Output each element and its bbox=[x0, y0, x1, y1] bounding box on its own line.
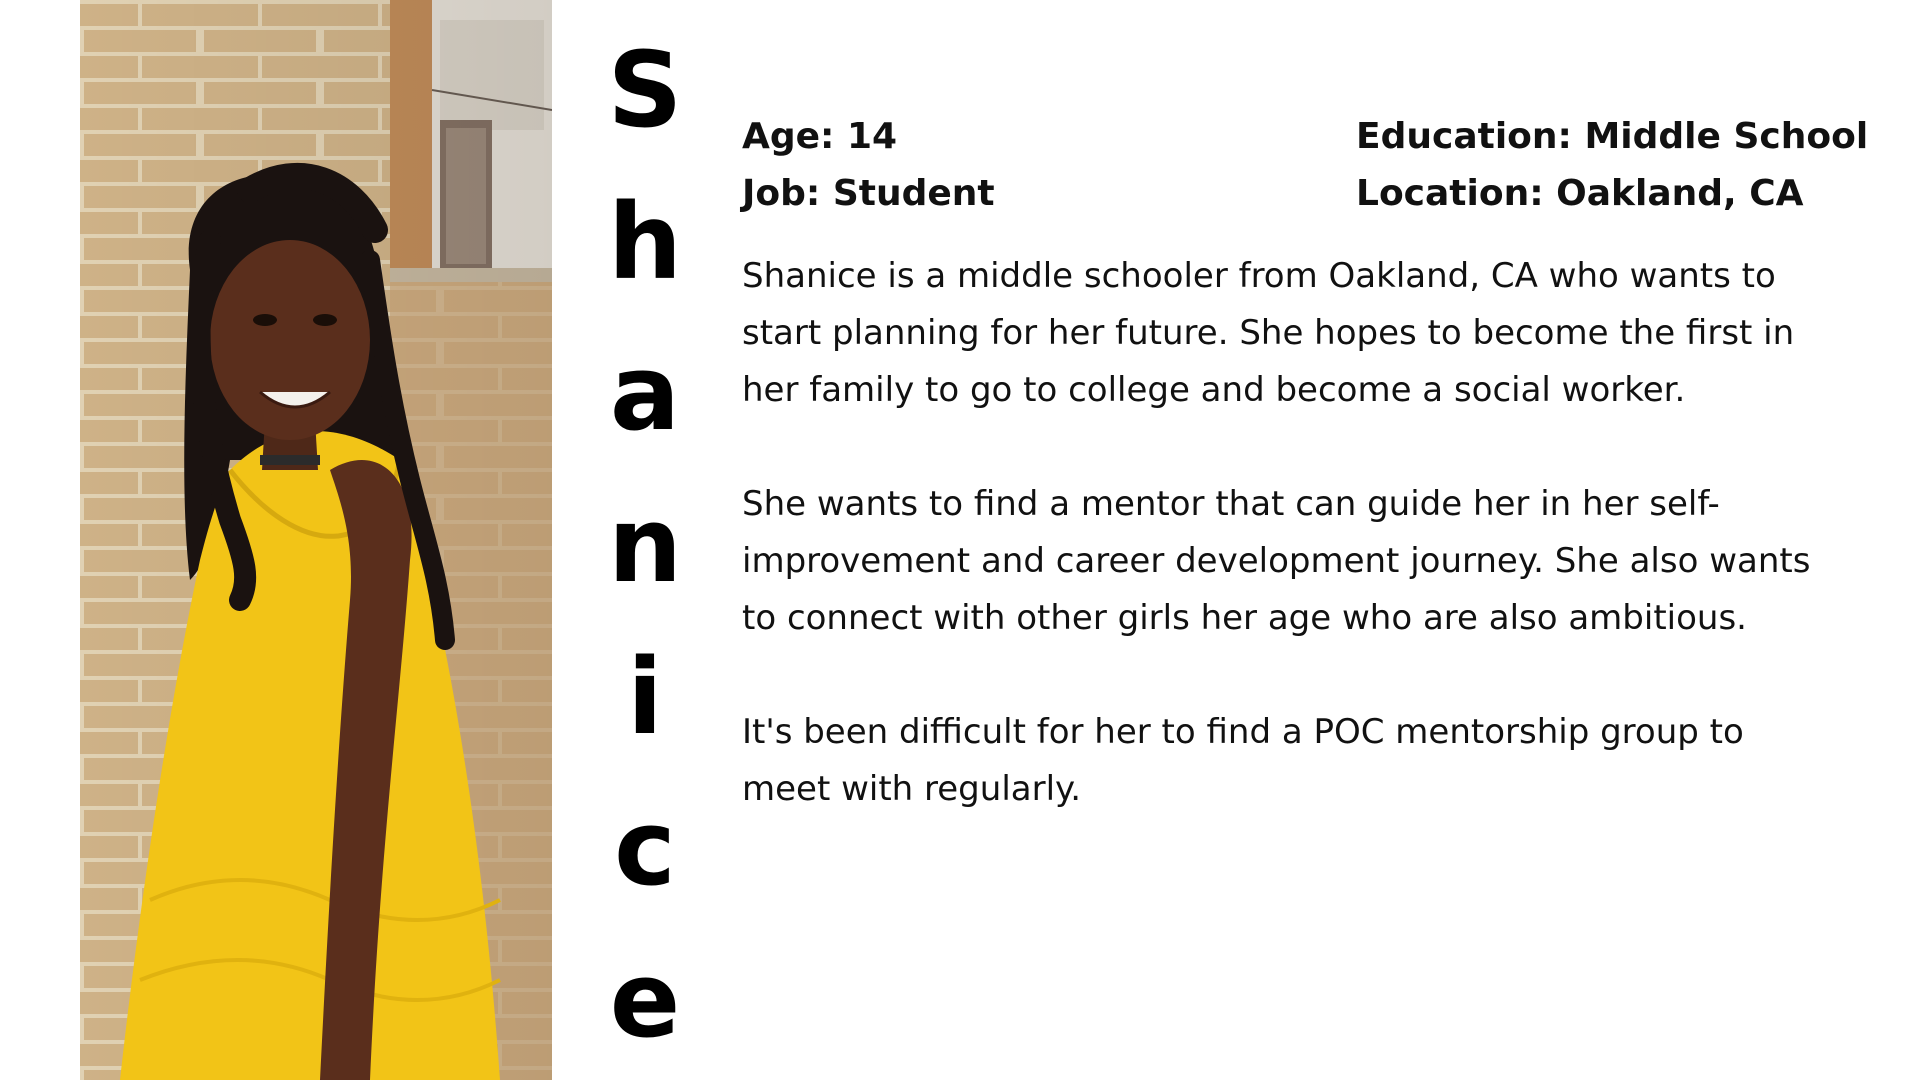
name-letter: n bbox=[607, 483, 683, 606]
name-letter: h bbox=[607, 180, 683, 303]
age-label: Age: 14 bbox=[742, 116, 898, 157]
persona-photo-illustration bbox=[80, 0, 552, 1080]
description-paragraph: It's been difficult for her to find a POC mentorship group to meet with regularly. bbox=[742, 712, 1744, 809]
name-letter: i bbox=[627, 635, 663, 758]
job-label: Job: Student bbox=[742, 173, 995, 214]
name-letter: c bbox=[614, 787, 676, 910]
name-letter: a bbox=[609, 332, 681, 455]
persona-name-vertical bbox=[590, 29, 700, 1061]
name-letter: S bbox=[607, 29, 683, 151]
details-left-column bbox=[742, 108, 995, 222]
persona-details bbox=[742, 108, 1869, 228]
education-label: Education: Middle School bbox=[1356, 116, 1869, 157]
persona-description bbox=[742, 248, 1822, 875]
details-right-column bbox=[1356, 108, 1868, 222]
description-paragraph: She wants to find a mentor that can guide her in her self-improvement and career development journey. She also wants to connect with other girls her age who are also ambitious. bbox=[742, 484, 1811, 638]
location-label: Location: Oakland, CA bbox=[1356, 173, 1804, 214]
description-paragraph: Shanice is a middle schooler from Oakland, CA who wants to start planning for her future. She hopes to become the first in her family to go to college and become a social worker. bbox=[742, 256, 1795, 410]
persona-photo bbox=[80, 0, 552, 1080]
name-letter: e bbox=[609, 938, 681, 1061]
